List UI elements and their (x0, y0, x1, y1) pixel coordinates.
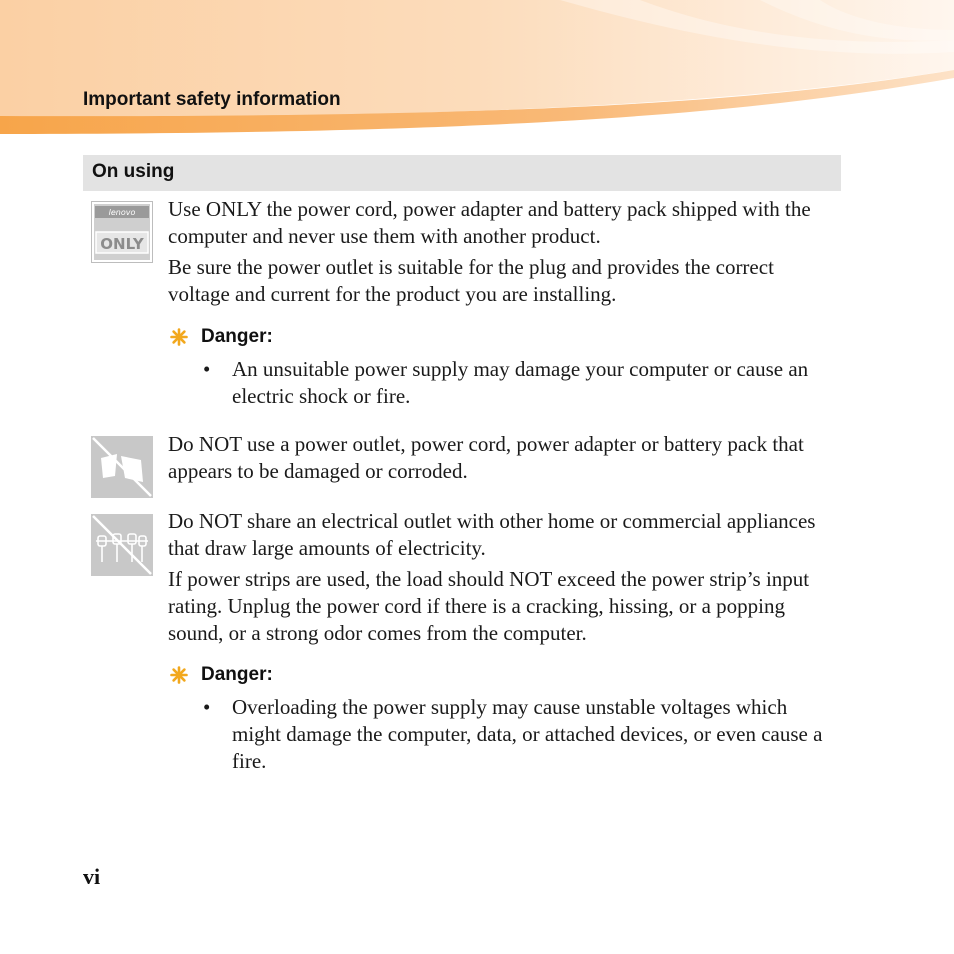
no-outlet-overload-icon (91, 514, 153, 576)
danger-bullet-1 (203, 356, 823, 410)
paragraph: Do NOT use a power outlet, power cord, power adapter or battery pack that appears to be damaged or corroded. (168, 432, 804, 483)
lenovo-brand-text: lenovo (108, 208, 136, 217)
no-damaged-plug-icon (91, 436, 153, 498)
danger-icon (170, 666, 188, 684)
danger-icon (170, 328, 188, 346)
bullet-text: An unsuitable power supply may damage your computer or cause an electric shock or fire. (232, 357, 809, 408)
section-bar (83, 155, 841, 191)
paragraph: Be sure the power outlet is suitable for the plug and provides the correct voltage and current for the product you are installing. (168, 255, 774, 306)
lenovo-only-icon (91, 201, 153, 263)
content-block-2 (168, 431, 838, 489)
danger-bullet-2 (203, 694, 823, 775)
page-number: vi (83, 864, 101, 889)
paragraph: If power strips are used, the load should NOT exceed the power strip’s input rating. Unplug the power cord if there is a cracking, hissing, or a popping sound, or a strong odor comes from the computer. (168, 567, 810, 645)
paragraph: Use ONLY the power cord, power adapter and battery pack shipped with the computer and never use them with another product. (168, 197, 811, 248)
running-header-title: Important safety information (83, 89, 341, 110)
bullet-mark: • (203, 357, 211, 381)
danger-label-text: Danger: (201, 326, 273, 347)
content-block-1 (168, 196, 838, 312)
content-block-3 (168, 508, 838, 651)
bullet-text: Overloading the power supply may cause unstable voltages which might damage the computer, data, or attached devices, or even cause a fire. (232, 695, 823, 773)
only-label-text: ONLY (100, 235, 144, 253)
danger-label-1 (170, 326, 273, 348)
danger-label-2 (170, 664, 273, 686)
section-title: On using (92, 161, 175, 182)
header-swoosh (0, 0, 954, 140)
paragraph: Do NOT share an electrical outlet with other home or commercial appliances that draw large amounts of electricity. (168, 509, 816, 560)
danger-label-text: Danger: (201, 664, 273, 685)
bullet-mark: • (203, 695, 211, 719)
